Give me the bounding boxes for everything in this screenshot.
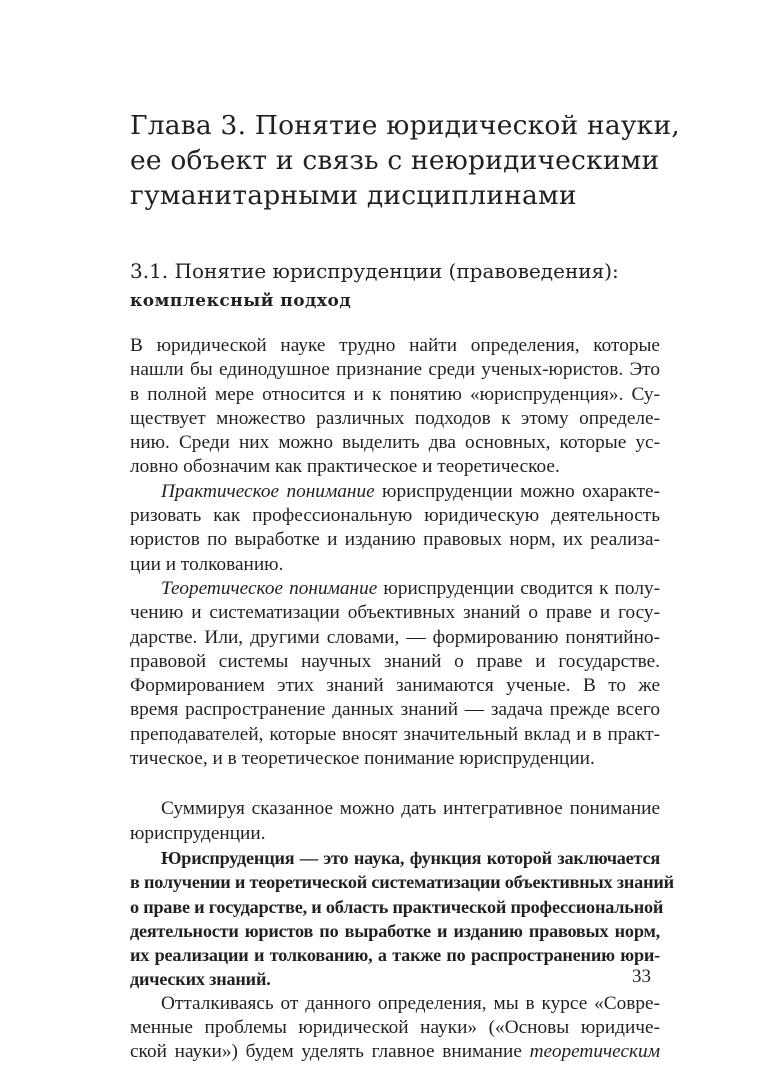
chapter-title-line: Глава 3. Понятие юридической науки, [130, 110, 680, 141]
chapter-title [130, 108, 680, 213]
definition-line [130, 846, 660, 870]
section-title-line: 3.1. Понятие юриспруденции (правоведения): [130, 259, 619, 283]
emphasis-term: Теоретическое понимание [161, 577, 378, 599]
definition-term: Юриспруденция [161, 847, 295, 868]
text-line: тическое, и в теоретическое понимание юриспруденции. [130, 748, 595, 770]
text-run: юриспруденции сводится к полу- [377, 577, 661, 599]
text-line: В юридической науке трудно найти определения, которые [130, 335, 660, 356]
emphasis-term: Практическое понимание [161, 480, 375, 502]
text-line: чению и систематизации объективных знаний о праве и госу- [130, 602, 660, 624]
text-line: ществует множество различных подходов к этому определе- [130, 407, 660, 429]
chapter-title-line: ее объект и связь с неюридическими [130, 145, 660, 176]
chapter-title-line: гуманитарными дисциплинами [130, 180, 577, 211]
section-title [130, 256, 660, 316]
definition-line: деятельности юристов по выработке и изданию правовых норм, [130, 920, 660, 941]
text-line: юриспруденции. [130, 822, 266, 844]
text-line: ции и толкованию. [130, 553, 284, 575]
text-line: время распространение данных знаний — задача прежде всего [130, 699, 660, 721]
text-line: Формированием этих знаний занимаются ученые. В то же [130, 675, 660, 697]
text-line: Отталкиваясь от данного определения, мы в курсе «Совре- [161, 992, 660, 1014]
page-content [130, 108, 680, 1065]
text-line [130, 1040, 660, 1064]
text-line: правовой системы научных знаний о праве и государстве. [130, 650, 660, 672]
text-line: дарстве. Или, другими словами, — формированию понятийно- [130, 626, 660, 648]
definition-line: в получении и теоретической систематизации объективных знаний [130, 872, 674, 893]
page-number: 33 [632, 966, 651, 987]
text-line: нию. Среди них можно выделить два основных, которые ус- [130, 432, 660, 454]
text-line: нашли бы единодушное признание среди ученых-юристов. Это [130, 359, 660, 381]
definition-line: о праве и государстве, и область практической профессиональной [130, 896, 664, 917]
paragraph-gap [130, 771, 660, 797]
text-run: юриспруденции можно охаракте- [374, 480, 660, 502]
text-line: ризовать как профессиональную юридическую деятельность [130, 505, 660, 527]
text-line: преподавателей, которые вносят значительный вклад и в практ- [130, 723, 660, 745]
text-line: в полной мере относится и к понятию «юриспруденция». Су- [130, 383, 660, 405]
text-line: юристов по выработке и изданию правовых норм, их реализа- [130, 529, 660, 551]
definition-line: их реализации и толкованию, а также по распространению юри- [130, 945, 660, 966]
text-run: — это наука, функция которой заключается [294, 847, 660, 868]
text-line [130, 577, 660, 601]
section-subtitle: комплексный подход [130, 291, 352, 311]
text-line: ловно обозначим как практическое и теоретическое. [130, 456, 560, 478]
text-line: Суммируя сказанное можно дать интегративное понимание [161, 798, 660, 820]
text-line: менные проблемы юридической науки» («Основы юридиче- [130, 1017, 660, 1039]
text-line [130, 480, 660, 504]
text-run: ской науки») будем уделять главное внимание [130, 1041, 530, 1063]
definition-line: дических знаний. [130, 969, 271, 990]
body-text [130, 334, 674, 1065]
emphasis-term: теоретическим [529, 1041, 660, 1063]
